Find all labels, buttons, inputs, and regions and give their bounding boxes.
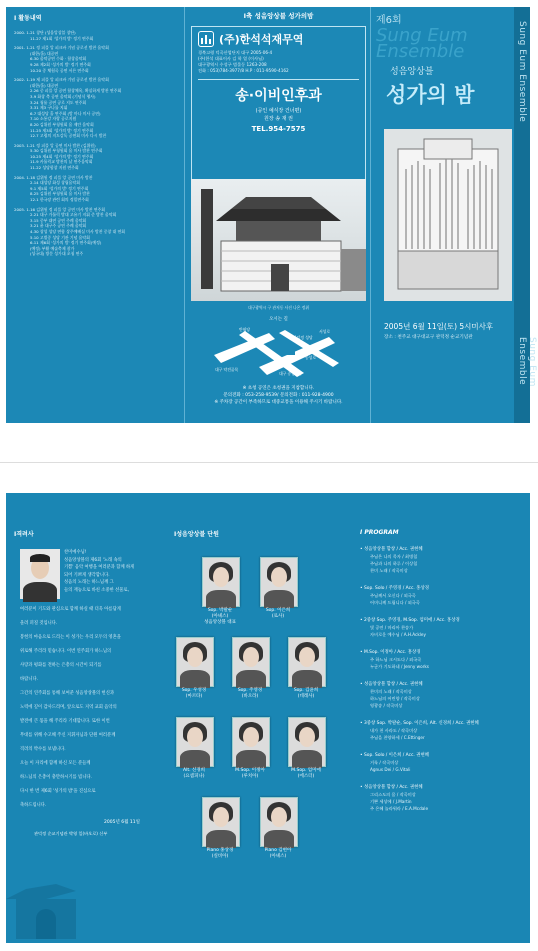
ensemble-english-large: Sung Eum Ensemble [376, 25, 468, 62]
program-piece: 거룩 / 작곡미상 [370, 760, 399, 765]
program-title: I PROGRAM [360, 529, 399, 536]
program-item [360, 720, 524, 741]
greeting-body-line: 여러분이 기도와 관심으로 함께 하실 때 더욱 아름답게 [20, 607, 121, 612]
program-piece: 주님은 나의 목자 / 최병철 [370, 554, 418, 559]
history-line: 3.31 제3 구나를 지휘 [30, 105, 68, 111]
sponsor1-line: 경북고령 덕곡산업단지 대구 2005-06-4 [198, 50, 273, 55]
program-item-heading: • 2중창 Sop. 주영경, M.Sop. 엄미애 / Acc. 홍상경 [360, 618, 460, 623]
history-line: (예정) 부활 예술축제 참가 [30, 245, 75, 251]
sponsor1-name: (주)한석석재무역 [219, 33, 304, 46]
member-photo [176, 717, 214, 767]
history-line: 6.11 제6회 '성가의 밤' 정기 연주회(예정) [30, 240, 102, 246]
member-name: Sop. 김윤희 [293, 688, 319, 693]
ensemble-korean: 성음앙상블 [390, 67, 434, 77]
sponsor2-details [198, 107, 359, 133]
member-caption [276, 768, 336, 780]
member-body [236, 670, 266, 688]
member-photo [202, 557, 240, 607]
greeting-body-line: 축하드립니다. [20, 803, 47, 808]
history-line: 9.1 제5회 '성가의 밤' 정기 연주회 [30, 185, 89, 191]
program-piece: 주님께서 오신다 / 외국곡 [370, 593, 416, 598]
history-line: 2.14 대성당 화성 창립음악회 [30, 180, 80, 186]
members-section [174, 529, 354, 929]
sponsor-header: I축 성음앙상블 성가의밤 [243, 12, 314, 20]
member-caption [220, 768, 280, 780]
greeting-body-line: 격려의 박수를 보냅니다. [20, 747, 66, 752]
history-line: 3.15 중부 대연 공연 주례 음악회 [30, 217, 87, 223]
map-labels [209, 325, 349, 381]
program-item-heading: • Sop. Solo / 이은희 / Acc. 권현혜 [360, 753, 429, 758]
history-line: 11.22 성당합창 지원 연주회 [30, 165, 79, 171]
member-name: Sop. 이은희 [265, 608, 291, 613]
sponsor2-line: (공인 예식장 건너편) [255, 108, 302, 114]
member-body [264, 830, 294, 848]
greeting-intro-line: 들의 재능으로 바친 소중한 선물로, [64, 587, 129, 593]
greeting-intro [64, 549, 164, 595]
sponsor-box [191, 26, 366, 182]
member-body [206, 830, 236, 848]
member-face [299, 647, 315, 667]
greeting-body-line: 오늘 이 자리에 함께 하신 모든 분들께 [20, 761, 91, 766]
member-baptismal-name: (루치아) [241, 774, 259, 779]
program-item [360, 649, 524, 670]
member-name: Piano 홍상경 [206, 848, 234, 853]
member-name: Sop. 우성경 [181, 688, 207, 693]
member-face [299, 727, 315, 747]
member-photo [288, 637, 326, 687]
member-face [243, 647, 259, 667]
member-baptismal-name: (에스더) [297, 774, 315, 779]
history-line: 9.28 제2회 '성가의 밤' 정기 연주회 [30, 61, 91, 67]
greeting-intro-line: 되어 기쁘게 생각합니다. [64, 572, 110, 578]
member-body [180, 670, 210, 688]
program-item [360, 617, 524, 638]
program-item-heading: • Sop. Solo / 주영경 / Acc. 홍상경 [360, 586, 429, 591]
history-line: 8.25 김위원 부청원회 음 미사 밤찬 [30, 191, 90, 197]
history-section [14, 13, 184, 413]
program-piece: 하느님의 어린양 / 작곡미상 [370, 696, 420, 701]
greeting-body-line: 다시 한 번 제6회 '성가의 밤'을 진심으로 [20, 789, 96, 794]
member-caption [220, 688, 280, 700]
history-line: 6.30 음악공연 수화 · 합창음악회 [30, 56, 87, 62]
sponsor-section [191, 11, 366, 421]
program-item [360, 752, 524, 773]
vertical-label-bottom: Sung Eum Ensemble [517, 337, 537, 387]
history-line: 12.1 한국장 관련 회의 정밀연주회 [30, 197, 89, 203]
concert-venue: 장소 : 천주교 대구대교구 관덕정 순교기념관 [384, 335, 473, 340]
priest-photo [20, 549, 60, 599]
history-line: 6.7 대성당 홀 연주회 (밤 마나 미사 공연) [30, 110, 101, 116]
organ-photo [384, 129, 512, 301]
program-item-heading: • M.Sop. 이정아 / Acc. 홍상경 [360, 650, 421, 655]
map-label: 대구 중앙초등 [279, 371, 303, 376]
greeting-section [14, 529, 164, 929]
program-item-heading: • 3중창 Sop. 박팔순, Sop. 이은희, Alt. 신경희 / Acc. 권현혜 [360, 721, 479, 726]
church-photo [191, 179, 366, 301]
vertical-label-top: Sung Eum Ensemble [517, 21, 527, 123]
greeting-intro-line: 성음의 노래는 하느님께 그 [64, 580, 114, 586]
greeting-body-line: 울려 퍼질 것입니다. [20, 621, 58, 626]
sponsor2-line: 원장 송 재 권 [264, 116, 293, 122]
sponsor2-line: TEL.954-7575 [251, 125, 306, 133]
history-line: 11.27 제1회 '성가의 밤' 정기 연주회 [30, 35, 94, 41]
members-title: I성음앙상블 단원 [174, 531, 219, 538]
program-piece: 그리스도의 몸 / 작곡미상 [370, 792, 416, 797]
member-baptismal-name: (아녜스) [269, 854, 287, 859]
notice-line: ※ 주차장 공간이 부족하므로 대중교통을 이용해 주시기 바랍니다. [214, 400, 343, 405]
member-photo [202, 797, 240, 847]
member-name: Sop. 박팔순 [207, 608, 233, 613]
concert-title: 성가의 밤 [386, 83, 475, 107]
member-baptismal-name: (로사) [271, 614, 285, 619]
notice-line: 문의전화 : 053-258-9539/ 문의전화 : 011-928-4900 [223, 393, 334, 398]
program-piece: 내가 천 사라도 / 작곡미상 [370, 728, 418, 733]
program-piece: Agnus Dei / G.Vitali [370, 767, 411, 772]
member-baptismal-name: (바오라) [241, 694, 259, 699]
member-face [271, 807, 287, 827]
greeting-signer: 관덕정 순교기념관 박영 일(바오로) 신부 [34, 831, 108, 836]
greeting-intro-line: 성음앙상블의 제6회 '노래 속의 [64, 557, 122, 563]
concert-number: 제6회 [376, 15, 402, 26]
greeting-body-line: 무대를 위해 수고해 주신 지휘자님과 단원 여러분께 [20, 733, 116, 738]
map-label: 관덕정 성당 [293, 335, 313, 340]
greeting-intro-line: 기쁨' 음악 여행을 여러분과 함께 하게 [64, 565, 135, 571]
member-baptismal-name: (아녜스) [211, 614, 229, 619]
member-caption [248, 848, 308, 860]
notice [191, 385, 366, 406]
member-photo [232, 637, 270, 687]
member-name: M.Sop. 이정아 [235, 768, 265, 773]
sponsor1-details [198, 50, 359, 74]
sponsor1-line: 전화 : 053)784-3977/8 H.P : 011-9590-4162 [198, 68, 289, 73]
member-body [264, 590, 294, 608]
page-separator [0, 462, 538, 463]
map-label: 반월당 [239, 327, 251, 332]
member-name: Alt. 신경희 [183, 768, 205, 773]
program-piece: 찬미 노래 / 작곡미상 [370, 568, 408, 573]
program-piece: 자비로운 예수님 / A.H.Ackley [370, 632, 426, 637]
greeting-body-line: 노력에 깊이 감사드리며, 앞으로도 지역 교회 음악의 [20, 705, 117, 710]
history-line: 2001. 1.21 정 피플 앙 피크바 기념 공로선 밤찬 음악회 [14, 45, 109, 51]
program-piece: 주 은혜 놀라워라 / E.A.Mcdale [370, 806, 429, 811]
history-line: 10.20 중 체험곡 공연 서른 연주회 [30, 67, 89, 73]
member-photo [260, 797, 298, 847]
sponsor2-name: 송·이비인후과 [235, 88, 322, 104]
history-line: 2005. 1.16 김위원 정 피플 앙 공연 미사 밤찬 연주회 [14, 206, 106, 212]
member-body [180, 750, 210, 768]
history-line: (대한/홀) 대공연 [30, 82, 59, 88]
concert-date: 2005년 6월 11일(토) 5시미사후 [384, 322, 494, 331]
program-piece: 주 하느님 크시도다 / 외국곡 [370, 657, 422, 662]
member-baptismal-name: (실비아) [211, 854, 229, 859]
members-grid [174, 529, 354, 929]
history-line: 11.25 제3회 '성가의 밤' 정기 연주회 [30, 127, 94, 133]
greeting-intro-line: 찬미예수님! [64, 550, 87, 555]
sponsor1-line: (주)한석 대표이사 김 학 열 (이사님) [198, 56, 264, 61]
member-role: 성음앙상블 대표 [204, 620, 236, 625]
program-piece: 찬미의 노래 / 작곡미상 [370, 689, 412, 694]
program-item [360, 784, 524, 812]
history-line: 3.9 화창 축 공연 음악회 (기념식 행사) [30, 93, 96, 99]
greeting-body-line: 위로해 주리라 믿습니다. 이번 연주회가 하느님의 [20, 649, 112, 654]
greeting-body-line: 발전에 큰 몫을 해 주리라 기대합니다. 또한 이번 [20, 719, 110, 724]
member-caption [164, 688, 224, 700]
member-photo [288, 717, 326, 767]
history-title: I 활동내역 [14, 15, 42, 22]
greeting-body [20, 603, 164, 813]
history-line: (성국대) 방문 성가대 초청 연주 [30, 251, 84, 257]
program-piece: 주님을 찬양하세 / C.Ettinger [370, 735, 425, 740]
program-piece: 누군가 기도하네 / Jenny works [370, 664, 429, 669]
program-item [360, 585, 524, 606]
notice-line: ※ 초청 공연은 초청권을 지참합니다. [242, 386, 315, 391]
history-line: 2004. 1.18 김위원 정 피플 앙 공연 미사 밤찬 [14, 174, 93, 180]
program-piece: 주님과 나의 하루 / 이상철 [370, 561, 418, 566]
history-line: 5.30 김위원 부청원회 음 미사 밤찬 연주회 [30, 148, 103, 154]
photo-caption: 대구광역시 구 관저동 사진 나온 정취 [247, 305, 310, 310]
side-strip [514, 7, 537, 423]
inside-panel [6, 493, 530, 943]
greeting-body-line: 하느님의 은총이 충만하시기를 빕니다. [20, 775, 92, 780]
fold-line-2 [370, 7, 371, 423]
member-caption [164, 768, 224, 780]
member-caption [276, 688, 336, 700]
program-item-heading: • 성음앙상블 합창 / Acc. 권현혜 [360, 547, 423, 552]
program-list [360, 546, 524, 812]
fortress-silhouette [6, 859, 164, 939]
history-line: 7.10 소통강 자랑 공로지원 [30, 116, 77, 122]
program-item [360, 681, 524, 709]
sponsor-divider [198, 79, 359, 80]
history-line: (대한/홀) 대공연 [30, 50, 59, 56]
program-item [360, 546, 524, 574]
history-line: 12.7 고령의 지도감독 공연회 미사 다시 밤찬 [30, 133, 107, 139]
program-piece: 어머니께 드립니다 / 외국곡 [370, 600, 420, 605]
history-line: 11.9 카톨릭교 밤찬의 날 연주음악회 [30, 159, 93, 165]
member-face [187, 647, 203, 667]
greeting-title: I격려사 [14, 531, 34, 538]
title-section [376, 11, 512, 421]
history-line: 2.26 중 피플 앙 공연 합창체육, 확실하게 밤찬 연주회 [30, 88, 122, 94]
member-face [187, 727, 203, 747]
program-item-heading: • 성음앙상블 합창 / Acc. 권현혜 [360, 785, 423, 790]
member-baptismal-name: (요셉피나) [183, 774, 205, 779]
member-name: M.Sop. 엄미애 [291, 768, 321, 773]
map-label: 대구 약전골목 [215, 367, 239, 372]
map-title: 오시는 길 [269, 317, 288, 322]
member-caption [190, 608, 250, 626]
member-body [292, 670, 322, 688]
member-body [206, 590, 236, 608]
greeting-body-line: 봉헌의 마음으로 드리는 이 성가는 우리 모두의 영혼을 [20, 635, 121, 640]
history-line: 10.25 제4회 '성가의 밤' 정기 연주회 [30, 153, 94, 159]
member-caption [190, 848, 250, 860]
member-caption [248, 608, 308, 620]
history-line: 2002. 1.19 제 피플 앙 피크바 기념 공로선 밤찬 음악회 [14, 77, 109, 83]
program-section [360, 529, 524, 929]
map-label: 동성로 [305, 355, 317, 360]
pipe-organ-icon [384, 129, 512, 301]
history-line: 2.21 대구 가톨릭 밤대 고유기 지휘 준 밤찬 음악회 [30, 212, 117, 218]
greeting-date: 2005년 6월 11일 [104, 820, 140, 825]
history-line: 3.24 청롤 공연 공로 지도 연주회 [30, 99, 87, 105]
member-name: Sop. 주영경 [237, 688, 263, 693]
company-logo-icon [198, 31, 214, 47]
history-line: 5.10 고별중 성당 기관 기념 음악회 [30, 234, 90, 240]
map-label: 서성로 [319, 329, 331, 334]
sponsor1-line: 대구광역시 수성구 범물동 1263-208 [198, 62, 267, 67]
history-line: 2000. 1.21 창단 (성음앙상블 창단) [14, 30, 76, 35]
history-line: 2003. 1.21 정 피플 앙 공연 미사 밤찬 (김위원) [14, 142, 96, 148]
greeting-body-line: 바랍니다. [20, 677, 38, 682]
member-face [213, 567, 229, 587]
fortress-icon [6, 859, 164, 939]
member-photo [176, 637, 214, 687]
member-face [271, 567, 287, 587]
member-face [213, 807, 229, 827]
member-body [292, 750, 322, 768]
member-name: Piano 김현아 [264, 848, 292, 853]
member-face [243, 727, 259, 747]
history-line: 4.30 창성 성당 연합 상주예배실 미사 밤찬 중창 대 연회 [30, 229, 125, 234]
history-line: 8.20 김위원 부청원회 음 제안 음악회 [30, 121, 94, 127]
history-line: 3.21 윤 대구주 공연 주례 음악회 [30, 223, 87, 229]
history-list [14, 30, 184, 257]
greeting-body-line: 사랑과 평화를 전하는 은총의 시간이 되기를 [20, 663, 102, 668]
fold-line [184, 7, 185, 423]
member-photo [260, 557, 298, 607]
member-body [236, 750, 266, 768]
member-photo [232, 717, 270, 767]
greeting-body-line: 그간의 연주회를 통해 보여준 성음앙상블의 헌신과 [20, 691, 114, 696]
cover-panel [6, 7, 537, 423]
program-piece: 빛 공연 / 마리아 찬송가 [370, 625, 414, 630]
member-baptismal-name: (데레사) [297, 694, 315, 699]
church-building-icon [191, 179, 366, 301]
member-baptismal-name: (마르타) [185, 694, 203, 699]
program-piece: 기쁜 세상에 / J.Martin [370, 799, 412, 804]
program-piece: 영광송 / 작곡미상 [370, 703, 403, 708]
program-item-heading: • 성음앙상블 합창 / Acc. 권현혜 [360, 682, 423, 687]
